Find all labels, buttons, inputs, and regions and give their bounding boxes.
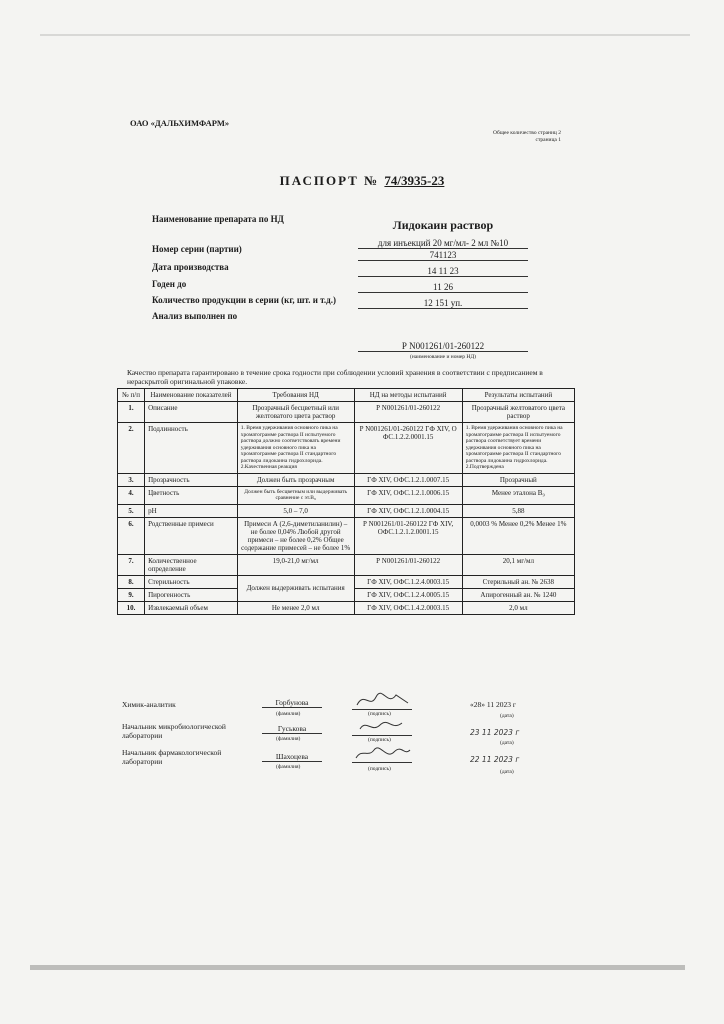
signature-microbio [352, 723, 412, 736]
row-method: Р N001261/01-260122 ГФ XIV, ОФС.1.2.1.2.0001.15 [354, 517, 462, 554]
table-row [118, 601, 575, 614]
expiry-label: Годен до [152, 279, 187, 289]
title-word: ПАСПОРТ № [279, 173, 380, 188]
row-indicator: Прозрачность [145, 473, 238, 486]
row-requirement: 5,0 – 7,0 [237, 504, 354, 517]
signature-date-microbio: 23 11 2023 г [470, 728, 520, 737]
row-num: 9. [118, 588, 145, 601]
row-method: Р N001261/01-260122 [354, 402, 462, 423]
row-requirement: Не менее 2,0 мл [237, 601, 354, 614]
surname-caption: (фамилия) [276, 764, 301, 770]
signature-pharmacol [352, 750, 412, 763]
table-row [118, 554, 575, 575]
row-num: 6. [118, 517, 145, 554]
row-method: Р N001261/01-260122 ГФ XIV, О ФС.1.2.2.0001.15 [354, 423, 462, 474]
passport-number: 74/3935-23 [384, 173, 445, 188]
series-value: 741123 [358, 250, 528, 261]
row-method: ГФ XIV, ОФС.1.2.4.0003.15 [354, 575, 462, 588]
table-row [118, 402, 575, 423]
table-row [118, 504, 575, 517]
row-num: 1. [118, 402, 145, 423]
handwritten-signature-icon [352, 717, 412, 735]
signature-caption: (подпись) [368, 737, 391, 743]
signature-name-pharmacol: Шахоцева [262, 752, 322, 762]
drug-form: для инъекций 20 мг/мл- 2 мл №10 [358, 238, 528, 249]
table-row [118, 575, 575, 588]
row-method: ГФ XIV, ОФС.1.2.4.0005.15 [354, 588, 462, 601]
signature-caption: (подпись) [368, 711, 391, 717]
row-method: ГФ XIV, ОФС.1.2.1.0006.15 [354, 486, 462, 504]
signature-name-chemist: Горбунова [262, 698, 322, 708]
scan-edge-bottom [30, 965, 685, 970]
row-num: 7. [118, 554, 145, 575]
row-result: 1. Время удерживания основного пика на хроматограмме раствора II испытуемого раствора соответствует времени удерживания основного пика на хроматограмме раствора II стандартного раствора лидокаина гидрохлорида. 2.Подтверждена [462, 423, 574, 474]
row-indicator: Извлекаемый объем [145, 601, 238, 614]
row-indicator: Пирогенность [145, 588, 238, 601]
row-method: ГФ XIV, ОФС.1.2.1.0007.15 [354, 473, 462, 486]
pages-total: Общее количество страниц 2 [493, 130, 561, 136]
row-requirement: Должен быть бесцветным или выдерживать сравнение с эт.В₉ [237, 486, 354, 504]
analysis-label: Анализ выполнен по [152, 311, 238, 321]
header-method: НД на методы испытаний [354, 389, 462, 402]
row-result: Прозрачный желтоватого цвета раствор [462, 402, 574, 423]
drug-name: Лидокаин раствор [392, 218, 494, 232]
header-indicator: Наименование показателей [145, 389, 238, 402]
signature-role-microbio: Начальник микробиологической лаборатории [122, 722, 226, 740]
analysis-value: Р N001261/01-260122 [358, 341, 528, 352]
quantity-value: 12 151 уп. [358, 298, 528, 309]
analysis-caption: (наименование и номер НД) [410, 354, 476, 360]
surname-caption: (фамилия) [276, 736, 301, 742]
row-result: 5,88 [462, 504, 574, 517]
table-row [118, 473, 575, 486]
row-num: 8. [118, 575, 145, 588]
date-label: Дата производства [152, 262, 229, 272]
table-row [118, 486, 575, 504]
row-requirement: Должен быть прозрачным [237, 473, 354, 486]
row-indicator: Цветность [145, 486, 238, 504]
header-num: № п/п [118, 389, 145, 402]
row-num: 3. [118, 473, 145, 486]
row-indicator: Описание [145, 402, 238, 423]
row-requirement: 19,0-21,0 мг/мл [237, 554, 354, 575]
signature-role-pharmacol: Начальник фармакологической лаборатории [122, 748, 222, 766]
header-requirement: Требования НД [237, 389, 354, 402]
signature-role-chemist: Химик-аналитик [122, 700, 176, 709]
page-count [493, 130, 561, 144]
table-row [118, 423, 575, 474]
signature-date-chemist: «28» 11 2023 г [470, 700, 516, 709]
row-result: 0,0003 % Менее 0,2% Менее 1% [462, 517, 574, 554]
handwritten-signature-icon [352, 744, 412, 762]
row-num: 2. [118, 423, 145, 474]
quality-note: Качество препарата гарантировано в течение срока годности при соблюдении условий хранения в соответствии с предписанием в нераскрытой оригинальной упаковке. [127, 368, 543, 386]
row-result: Прозрачный [462, 473, 574, 486]
scan-edge-top [40, 34, 690, 36]
row-method: ГФ XIV, ОФС.1.2.1.0004.15 [354, 504, 462, 517]
table-header-row [118, 389, 575, 402]
surname-caption: (фамилия) [276, 711, 301, 717]
document-title [0, 173, 724, 189]
row-requirement: Прозрачный бесцветный или желтоватого цвета раствор [237, 402, 354, 423]
row-indicator: pH [145, 504, 238, 517]
date-caption: (дата) [500, 713, 514, 719]
row-result: Стерильный ан. № 2638 [462, 575, 574, 588]
row-requirement: Должен выдерживать испытания [237, 575, 354, 601]
table-row [118, 517, 575, 554]
signature-caption: (подпись) [368, 766, 391, 772]
row-num: 5. [118, 504, 145, 517]
expiry-value: 11 26 [358, 282, 528, 293]
date-value: 14 11 23 [358, 266, 528, 277]
header-result: Результаты испытаний [462, 389, 574, 402]
company-name: ОАО «ДАЛЬХИМФАРМ» [130, 118, 230, 128]
row-indicator: Количественное определение [145, 554, 238, 575]
row-result: Апирогенный ан. № 1240 [462, 588, 574, 601]
date-caption: (дата) [500, 769, 514, 775]
row-result: Менее эталона В₉ [462, 486, 574, 504]
row-indicator: Стерильность [145, 575, 238, 588]
row-requirement: 1. Время удерживания основного пика на хроматограмме раствора II испытуемого раствора должно соответствовать времени удерживания основного пика на хроматограмме раствора II стандартного раствора лидокаина гидрохлорида. 2.Качественная реакция [237, 423, 354, 474]
row-indicator: Родственные примеси [145, 517, 238, 554]
signature-chemist [352, 697, 412, 710]
row-method: ГФ XIV, ОФС.1.4.2.0003.15 [354, 601, 462, 614]
row-requirement: Примеси А (2,6-диметиланилин) – не более 0,04% Любой другой примеси – не более 0,2% Общее содержание примесей – не более 1% [237, 517, 354, 554]
row-num: 10. [118, 601, 145, 614]
row-num: 4. [118, 486, 145, 504]
quantity-label: Количество продукции в серии (кг, шт. и т.д.) [152, 295, 336, 305]
signature-date-pharmacol: 22 11 2023 г [470, 755, 520, 764]
name-label: Наименование препарата по НД [152, 214, 284, 224]
handwritten-signature-icon [352, 691, 412, 709]
page-number: страница 1 [535, 137, 561, 143]
series-label: Номер серии (партии) [152, 244, 242, 254]
row-result: 2,0 мл [462, 601, 574, 614]
row-indicator: Подлинность [145, 423, 238, 474]
row-method: Р N001261/01-260122 [354, 554, 462, 575]
row-result: 20,1 мг/мл [462, 554, 574, 575]
results-table [117, 388, 575, 615]
date-caption: (дата) [500, 740, 514, 746]
signature-name-microbio: Гуськова [262, 724, 322, 734]
